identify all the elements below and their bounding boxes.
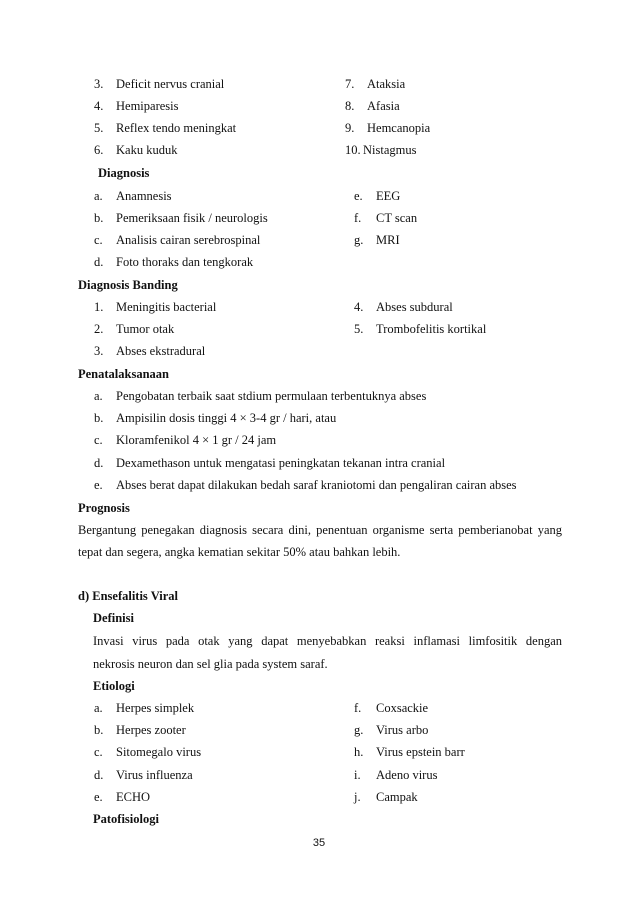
list-item: b. Pemeriksaan fisik / neurologis xyxy=(94,211,268,225)
list-item: 1. Meningitis bacterial xyxy=(94,300,217,314)
list-item: 10. Nistagmus xyxy=(345,143,417,157)
paragraph-line: nekrosis neuron dan sel glia pada system saraf. xyxy=(93,657,328,671)
list-item: a. Pengobatan terbaik saat stdium permulaan terbentuknya abses xyxy=(94,389,427,403)
list-item: h. Virus epstein barr xyxy=(354,745,465,759)
list-item: 3. Deficit nervus cranial xyxy=(94,77,225,91)
list-item: d. Foto thoraks dan tengkorak xyxy=(94,255,254,269)
list-item: e. ECHO xyxy=(94,790,151,804)
section-heading-diagnosis-banding: Diagnosis Banding xyxy=(78,278,178,292)
paragraph-line: Invasi virus pada otak yang dapat menyebabkan reaksi inflamasi limfositik dengan xyxy=(93,634,562,648)
subheading-definisi: Definisi xyxy=(93,611,134,625)
list-item: i. Adeno virus xyxy=(354,768,438,782)
page-number: 35 xyxy=(312,837,326,849)
list-item: j. Campak xyxy=(354,790,418,804)
list-item: 4. Abses subdural xyxy=(354,300,453,314)
list-item: f. Coxsackie xyxy=(354,701,429,715)
list-item: b. Ampisilin dosis tinggi 4 × 3-4 gr / hari, atau xyxy=(94,411,337,425)
paragraph-line: tepat dan segera, angka kematian sekitar 50% atau bahkan lebih. xyxy=(78,545,401,559)
list-item: e. EEG xyxy=(354,189,401,203)
section-heading-diagnosis: Diagnosis xyxy=(98,166,150,180)
list-item: g. MRI xyxy=(354,233,400,247)
paragraph-line: Bergantung penegakan diagnosis secara dini, penentuan organisme serta pemberianobat yang xyxy=(78,523,562,537)
list-item: c. Analisis cairan serebrospinal xyxy=(94,233,261,247)
section-heading-prognosis: Prognosis xyxy=(78,501,130,515)
list-item: f. CT scan xyxy=(354,211,418,225)
list-item: d. Dexamethason untuk mengatasi peningkatan tekanan intra cranial xyxy=(94,456,446,470)
list-item: 4. Hemiparesis xyxy=(94,99,179,113)
list-item: 8. Afasia xyxy=(345,99,400,113)
list-item: 2. Tumor otak xyxy=(94,322,175,336)
list-item: b. Herpes zooter xyxy=(94,723,186,737)
list-item: e. Abses berat dapat dilakukan bedah saraf kraniotomi dan pengaliran cairan abses xyxy=(94,478,517,492)
list-item: d. Virus influenza xyxy=(94,768,193,782)
list-item: a. Herpes simplek xyxy=(94,701,195,715)
section-heading-penatalaksanaan: Penatalaksanaan xyxy=(78,367,169,381)
list-item: 5. Reflex tendo meningkat xyxy=(94,121,237,135)
list-item: c. Sitomegalo virus xyxy=(94,745,202,759)
list-item: g. Virus arbo xyxy=(354,723,429,737)
list-item: 7. Ataksia xyxy=(345,77,406,91)
section-heading-ensefalitis: d) Ensefalitis Viral xyxy=(78,589,179,603)
list-item: 3. Abses ekstradural xyxy=(94,344,206,358)
subheading-etiologi: Etiologi xyxy=(93,679,135,693)
list-item: 6. Kaku kuduk xyxy=(94,143,178,157)
list-item: 5. Trombofelitis kortikal xyxy=(354,322,487,336)
list-item: c. Kloramfenikol 4 × 1 gr / 24 jam xyxy=(94,433,277,447)
list-item: 9. Hemcanopia xyxy=(345,121,431,135)
list-item: a. Anamnesis xyxy=(94,189,172,203)
subheading-patofisiologi: Patofisiologi xyxy=(93,812,159,826)
